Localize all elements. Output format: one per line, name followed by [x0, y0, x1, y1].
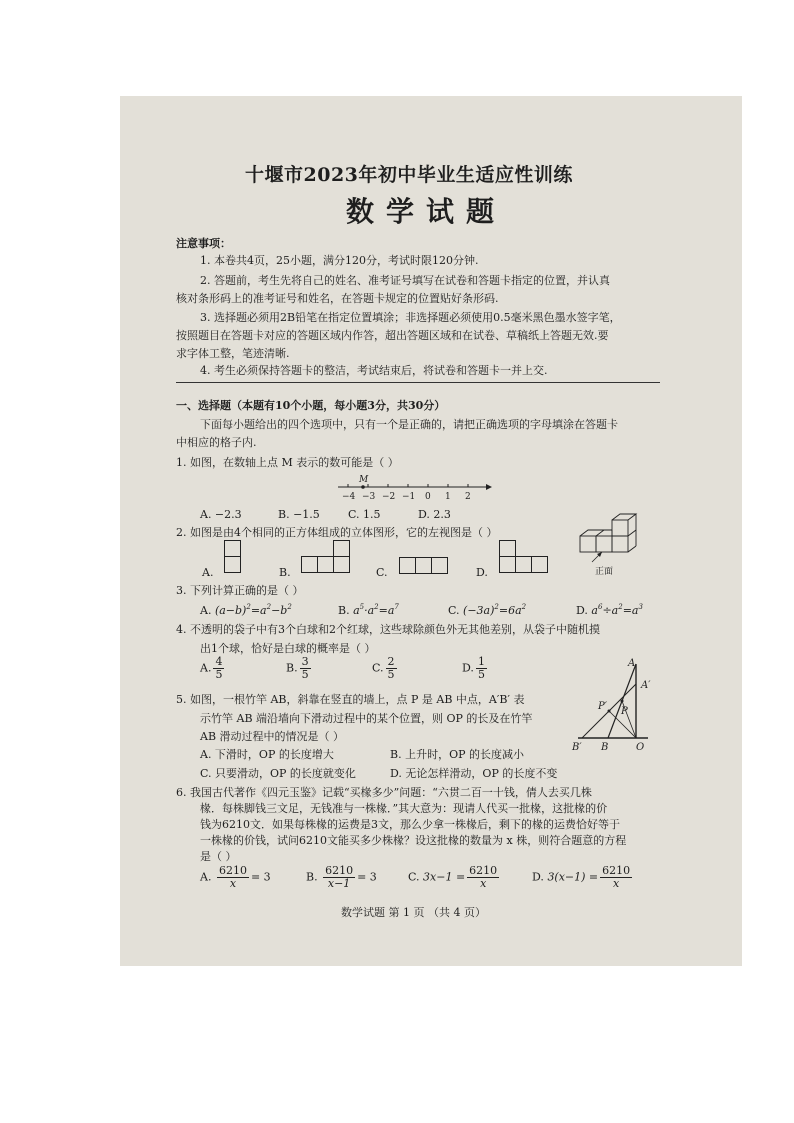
notice-heading: 注意事项：: [176, 237, 231, 250]
number-line-tick-label: −4: [342, 492, 356, 502]
q3-stem: 3. 下列计算正确的是（ ）: [176, 584, 304, 597]
q2-option-a: A.: [202, 566, 214, 579]
number-line-tick-label: −3: [362, 492, 376, 502]
notice-item-2-cont: 核对条形码上的准考证号和姓名，在答题卡规定的位置贴好条形码.: [176, 292, 499, 305]
notice-item-3-cont2: 求字体工整，笔迹清晰.: [176, 347, 290, 360]
q5-option-a: A. 下滑时，OP 的长度增大: [200, 748, 334, 761]
q1-option-d: D. 2.3: [418, 508, 451, 521]
exam-title: 十堰市2023年初中毕业生适应性训练: [245, 164, 573, 186]
q2-option-a-figure: [224, 540, 244, 574]
ladder-label-p-prime: P′: [598, 701, 607, 712]
q2-option-d: D.: [476, 566, 488, 579]
q2-option-b-figure: [301, 540, 351, 574]
number-line-tick-label: −2: [382, 492, 396, 502]
number-line-tick-label: 1: [445, 492, 451, 502]
q4-option-b: B. $\frac{3}{5}$: [286, 655, 309, 681]
notice-item-4: 4. 考生必须保持答题卡的整洁，考试结束后，将试卷和答题卡一并上交.: [200, 364, 548, 377]
q1-option-c: C. 1.5: [348, 508, 381, 521]
q6-stem: 6. 我国古代著作《四元玉鉴》记载“买椽多少”问题：“六贯二百一十钱，倩人去买几株: [176, 786, 592, 799]
q1-option-b: B. −1.5: [278, 508, 320, 521]
q4-option-c: C. $\frac{2}{5}$: [372, 655, 395, 681]
q6-stem-cont4: 是（ ）: [200, 850, 237, 863]
q3-option-c: C. $(-3a)^2=6a^2$: [448, 603, 527, 617]
ladder-label-a: A: [628, 658, 636, 669]
q5-stem-cont2: AB 滑动过程中的情况是（ ）: [200, 730, 345, 743]
page-footer: 数学试题 第 1 页 （共 4 页）: [341, 906, 486, 919]
ladder-figure: [564, 660, 664, 752]
q1-stem: 1. 如图，在数轴上点 M 表示的数可能是（ ）: [176, 456, 399, 469]
q6-stem-cont: 椽．每株脚钱三文足，无钱准与一株椽．”其大意为：现请人代买一批椽，这批椽的价: [200, 802, 608, 815]
notice-item-1: 1. 本卷共4页，25小题，满分120分，考试时限120分钟.: [200, 254, 479, 267]
q1-option-a: A. −2.3: [200, 508, 242, 521]
ladder-label-b: B: [601, 742, 609, 753]
cube-stack-figure: [578, 514, 658, 578]
ladder-label-p: P: [621, 706, 628, 717]
front-view-label: 正面: [595, 567, 614, 577]
q4-stem-cont: 出1个球，恰好是白球的概率是（ ）: [200, 642, 376, 655]
q2-option-c-figure: [399, 557, 449, 575]
q2-option-b: B.: [279, 566, 291, 579]
exam-page: [120, 96, 742, 966]
q3-option-a: A. $(a-b)^2=a^2-b^2$: [200, 603, 292, 617]
q3-option-b: B. $a^5\cdot a^2=a^7$: [338, 603, 399, 617]
number-line-figure: [336, 472, 496, 506]
q2-stem: 2. 如图是由4个相同的正方体组成的立体图形，它的左视图是（ ）: [176, 526, 498, 539]
q6-stem-cont3: 一株椽的价钱，试问6210文能买多少株椽？设这批椽的数量为 x 株，则符合题意的方程: [200, 834, 627, 847]
q2-option-d-figure: [499, 540, 549, 574]
q6-option-b: B. $\frac{6210}{x-1}$ = 3: [306, 864, 377, 890]
point-m: [361, 485, 365, 489]
q4-option-d: D. $\frac{1}{5}$: [462, 655, 485, 681]
q6-option-a: A. $\frac{6210}{x}$ = 3: [200, 864, 271, 890]
ladder-label-o: O: [636, 742, 645, 753]
divider-line: [176, 382, 660, 383]
q3-option-d: D. $a^6\div a^2=a^3$: [576, 603, 643, 617]
q4-option-a: A. $\frac{4}{5}$: [200, 655, 223, 681]
q5-option-b: B. 上升时，OP 的长度减小: [390, 748, 524, 761]
q5-option-d: D. 无论怎样滑动，OP 的长度不变: [390, 767, 558, 780]
q6-option-c: C. 3x−1 = $\frac{6210}{x}$: [408, 864, 498, 890]
q5-stem-cont: 示竹竿 AB 端沿墙向下滑动过程中的某个位置，则 OP 的长及在竹竿: [200, 712, 533, 725]
notice-item-3: 3. 选择题必须用2B铅笔在指定位置填涂；非选择题必须使用0.5毫米黑色墨水签字笔，: [200, 311, 621, 324]
q6-stem-cont2: 钱为6210文．如果每株椽的运费是3文，那么少拿一株椽后，剩下的椽的运费恰好等于: [200, 818, 620, 831]
notice-item-2: 2. 答题前，考生先将自己的姓名、准考证号填写在试卷和答题卡指定的位置，并认真: [200, 274, 610, 287]
section-intro: 下面每小题给出的四个选项中，只有一个是正确的，请把正确选项的字母填涂在答题卡: [200, 418, 618, 431]
ladder-label-b-prime: B′: [572, 742, 582, 753]
number-line-tick-label: −1: [402, 492, 416, 502]
q5-option-c: C. 只要滑动，OP 的长度就变化: [200, 767, 356, 780]
notice-item-3-cont: 按照题目在答题卡对应的答题区域内作答，超出答题区域和在试卷、草稿纸上答题无效.要: [176, 329, 609, 342]
section-intro-cont: 中相应的格子内.: [176, 436, 257, 449]
q6-option-d: D. 3(x−1) = $\frac{6210}{x}$: [532, 864, 631, 890]
number-line-tick-label: 0: [425, 492, 431, 502]
point-m-label: M: [359, 475, 369, 485]
section-heading: 一、选择题（本题有10个小题，每小题3分，共30分）: [176, 399, 446, 412]
q2-option-c: C.: [376, 566, 388, 579]
number-line-tick-label: 2: [465, 492, 471, 502]
q4-stem: 4. 不透明的袋子中有3个白球和2个红球，这些球除颜色外无其他差别，从袋子中随机摸: [176, 623, 600, 636]
subject-title: 数学试题: [346, 195, 507, 228]
q5-stem: 5. 如图，一根竹竿 AB，斜靠在竖直的墙上，点 P 是 AB 中点，A′B′ 表: [176, 693, 525, 706]
ladder-label-a-prime: A′: [641, 680, 651, 691]
